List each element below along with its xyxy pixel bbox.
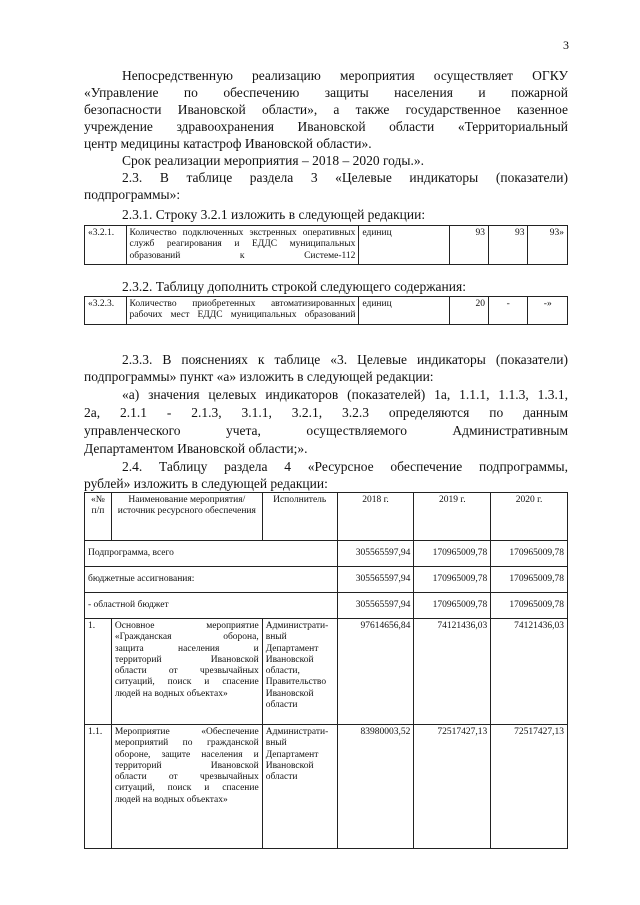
value-2020: 72517427,13 — [491, 725, 568, 849]
para7-line1: «а) значения целевых индикаторов (показателей) 1а, 1.1.1, 1.1.3, 1.3.1, — [122, 387, 568, 402]
activity-name-line: людей на водных объектах» — [114, 794, 228, 805]
summary-value: 170965009,78 — [414, 567, 491, 593]
activity-name-line: территорий Ивановской — [114, 760, 259, 771]
summary-value: 170965009,78 — [491, 541, 568, 567]
executor-line: области — [265, 700, 298, 711]
col-header-executor: Исполнитель — [262, 493, 337, 541]
value-2018: 83980003,52 — [337, 725, 414, 849]
executor-line: Ивановской — [265, 688, 314, 699]
para1-line5: центр медицины катастроф Ивановской области». — [84, 136, 372, 151]
para1-line2: «Управление по обеспечению защиты населения и пожарной — [84, 85, 568, 100]
row-number: «3.2.3. — [85, 297, 127, 325]
para8-line1: 2.4. Таблицу раздела 4 «Ресурсное обеспечение подпрограммы, — [122, 459, 568, 474]
executor — [262, 725, 337, 849]
executor-line: области — [265, 772, 298, 783]
executor-line: Администрати- — [265, 621, 329, 631]
table-row — [85, 619, 568, 725]
table-row — [85, 725, 568, 849]
col-header-2019: 2019 г. — [414, 493, 491, 541]
indicator-name: Количество подключенных экстренных оперативных служб реагирования и ЕДДС муниципальных образований к Системе-112 — [126, 226, 359, 265]
executor-line: вный — [265, 738, 287, 749]
executor-line: вный — [265, 632, 287, 643]
activity-name-line: ситуаций, поиск и спасение — [114, 677, 259, 688]
indicator-table-row-3-2-1 — [84, 225, 568, 265]
activity-name-line: территорий Ивановской — [114, 654, 259, 665]
unit: единиц — [359, 297, 449, 325]
summary-value: 305565597,94 — [337, 567, 414, 593]
executor — [262, 619, 337, 725]
para5: 2.3.2. Таблицу дополнить строкой следующего содержания: — [122, 279, 466, 294]
executor-line: Департамент — [265, 749, 319, 760]
col-header-2020: 2020 г. — [491, 493, 568, 541]
value-2020: -» — [528, 297, 568, 325]
para1-line4: учреждение здравоохранения Ивановской области «Территориальный — [84, 119, 568, 134]
para1-line3: безопасности Ивановской области», а также государственное казенное — [84, 102, 568, 117]
activity-name-line: Мероприятие «Обеспечение — [114, 727, 259, 737]
value-2019: 74121436,03 — [414, 619, 491, 725]
row-number: «3.2.1. — [85, 226, 127, 265]
row-number: 1. — [85, 619, 112, 725]
col-header-2018: 2018 г. — [337, 493, 414, 541]
para7-line2: 2а, 2.1.1 - 2.1.3, 3.1.1, 3.2.1, 3.2.3 определяются по данным — [84, 405, 568, 420]
unit: единиц — [359, 226, 449, 265]
executor-line: Администрати- — [265, 727, 329, 737]
value-2019: 72517427,13 — [414, 725, 491, 849]
resource-table — [84, 492, 568, 849]
indicator-name: Количество приобретенных автоматизированных рабочих мест ЕДДС муниципальных образований — [126, 297, 359, 325]
executor-line: Ивановской — [265, 760, 314, 771]
para1-line1: Непосредственную реализацию мероприятия осуществляет ОГКУ — [122, 68, 568, 83]
activity-name-line: области от чрезвычайных — [114, 772, 259, 783]
col-header-number: «№ п/п — [85, 493, 112, 541]
summary-label: - областной бюджет — [85, 593, 338, 619]
indicator-table-row-3-2-3 — [84, 296, 568, 325]
value-2019: 93 — [489, 226, 528, 265]
value-2020: 74121436,03 — [491, 619, 568, 725]
executor-line: области, — [265, 666, 300, 677]
summary-value: 170965009,78 — [414, 593, 491, 619]
activity-name — [111, 725, 262, 849]
value-2018: 93 — [449, 226, 488, 265]
table-row — [85, 541, 568, 567]
table-row — [85, 567, 568, 593]
activity-name-line: области от чрезвычайных — [114, 666, 259, 677]
para6-line2: подпрограммы» пункт «а» изложить в следующей редакции: — [84, 369, 434, 384]
para7-line3: управленческого учета, осуществляемого Административным — [84, 423, 568, 438]
activity-name-line: Основное мероприятие — [114, 621, 259, 631]
value-2020: 93» — [528, 226, 568, 265]
para7-line4: Департаментом Ивановской области;». — [84, 441, 308, 456]
activity-name-line: «Гражданская оборона, — [114, 632, 259, 643]
row-number: 1.1. — [85, 725, 112, 849]
summary-value: 305565597,94 — [337, 541, 414, 567]
executor-line: Ивановской — [265, 654, 314, 665]
para3-line1: 2.3. В таблице раздела 3 «Целевые индикаторы (показатели) — [122, 170, 568, 185]
summary-value: 170965009,78 — [491, 567, 568, 593]
activity-name-line: защита населения и — [114, 643, 259, 654]
summary-value: 170965009,78 — [491, 593, 568, 619]
page-number: 3 — [563, 38, 569, 52]
activity-name-line: ситуаций, поиск и спасение — [114, 783, 259, 794]
value-2019: - — [489, 297, 528, 325]
summary-value: 170965009,78 — [414, 541, 491, 567]
value-2018: 97614656,84 — [337, 619, 414, 725]
summary-value: 305565597,94 — [337, 593, 414, 619]
activity-name-line: обороне, защите населения и — [114, 749, 259, 760]
para8-line2: рублей» изложить в следующей редакции: — [84, 476, 328, 491]
activity-name-line: мероприятий по гражданской — [114, 738, 259, 749]
summary-label: Подпрограмма, всего — [85, 541, 338, 567]
para2: Срок реализации мероприятия – 2018 – 2020 годы.». — [122, 153, 424, 168]
table-row — [85, 593, 568, 619]
value-2018: 20 — [449, 297, 488, 325]
activity-name — [111, 619, 262, 725]
para4: 2.3.1. Строку 3.2.1 изложить в следующей редакции: — [122, 207, 426, 222]
para6-line1: 2.3.3. В пояснениях к таблице «3. Целевые индикаторы (показатели) — [122, 352, 568, 367]
executor-line: Правительство — [265, 677, 327, 688]
para3-line2: подпрограммы»: — [84, 187, 181, 202]
col-header-name: Наименование мероприятия/источник ресурсного обеспечения — [111, 493, 262, 541]
executor-line: Департамент — [265, 643, 319, 654]
table-header-row — [85, 493, 568, 541]
summary-label: бюджетные ассигнования: — [85, 567, 338, 593]
activity-name-line: людей на водных объектах» — [114, 688, 228, 699]
